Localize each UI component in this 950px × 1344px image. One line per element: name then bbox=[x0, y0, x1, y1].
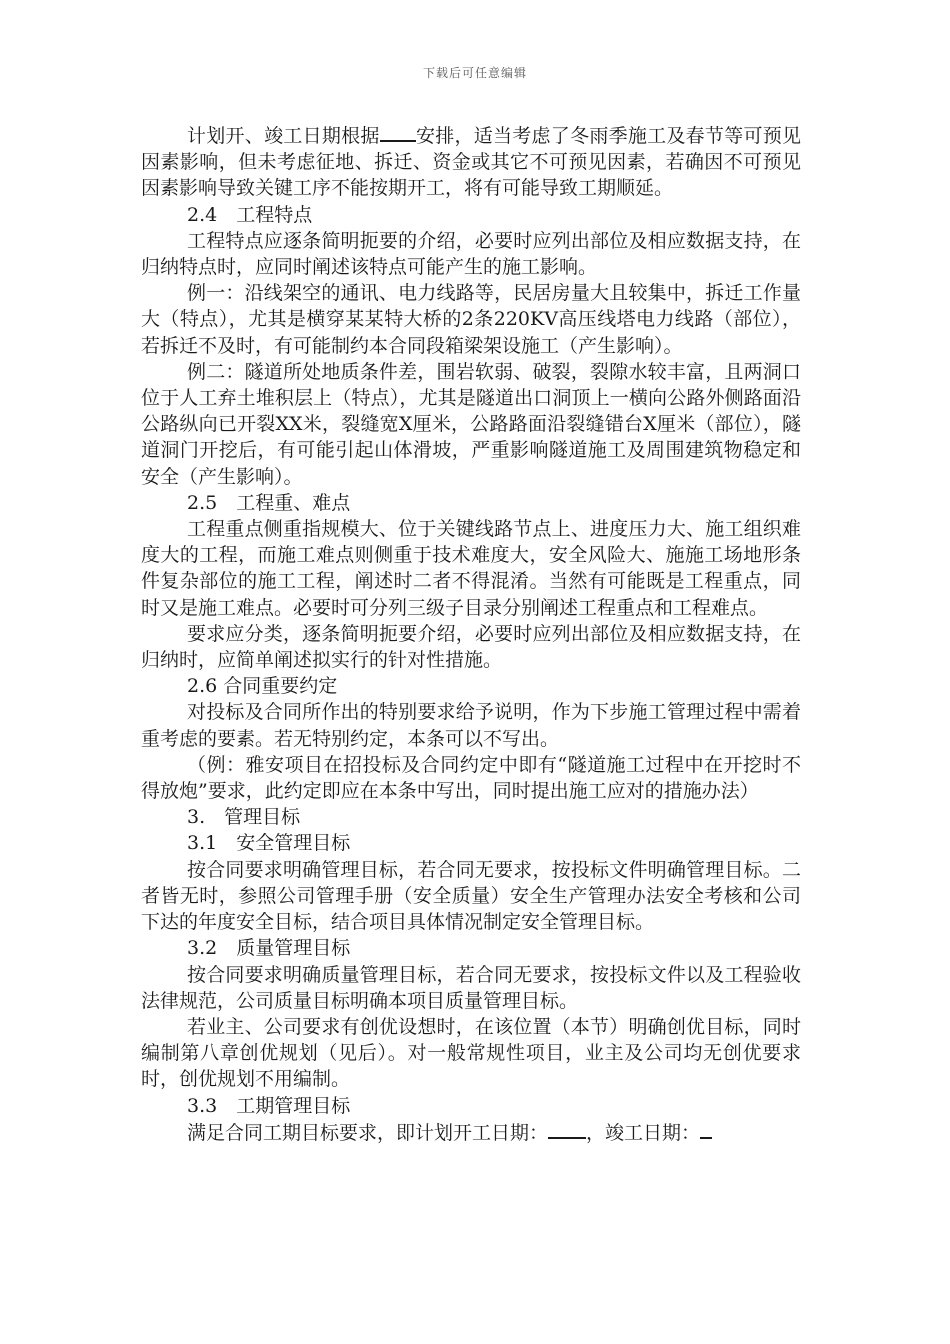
heading-2-4: 2.4 工程特点 bbox=[187, 203, 313, 226]
paragraph-example-2: 例二：隧道所处地质条件差，围岩软弱、破裂，裂隙水较丰富，且两洞口位于人工弃土堆积层上（特点），尤其是隧道出口洞顶上一横向公路外侧路面沿公路纵向已开裂XX米，裂缝宽X厘米，公路路面沿裂缝错台X厘米（部位），隧道洞门开挖后，有可能引起山体滑坡，严重影响隧道施工及周围建筑物稳定和安全（产生影响）。 bbox=[141, 360, 801, 488]
paragraph-excellence: 若业主、公司要求有创优设想时，在该位置（本节）明确创优目标，同时编制第八章创优规划（见后）。对一般常规性项目，业主及公司均无创优要求时，创优规划不用编制。 bbox=[141, 1015, 801, 1091]
fill-blank bbox=[548, 1119, 586, 1139]
fill-blank bbox=[380, 122, 416, 142]
paragraph-requirements: 要求应分类，逐条简明扼要介绍，必要时应列出部位及相应数据支持，在归纳时，应简单阐述拟实行的针对性措施。 bbox=[141, 622, 801, 672]
text-duration-end: ，竣工日期： bbox=[586, 1121, 701, 1144]
heading-3-3: 3.3 工期管理目标 bbox=[187, 1094, 351, 1117]
heading-2-6: 2.6 合同重要约定 bbox=[187, 675, 338, 698]
text-duration-start: 满足合同工期目标要求，即计划开工日期： bbox=[187, 1121, 549, 1144]
page-header: 下载后可任意编辑 bbox=[422, 66, 527, 80]
paragraph-contract: 对投标及合同所作出的特别要求给予说明，作为下步施工管理过程中需着重考虑的要素。若无特别约定，本条可以不写出。 bbox=[141, 701, 801, 750]
paragraph-duration bbox=[141, 1119, 801, 1146]
paragraph-quality: 按合同要求明确质量管理目标，若合同无要求，按投标文件以及工程验收法律规范，公司质量目标明确本项目质量管理目标。 bbox=[141, 963, 801, 1012]
document-body bbox=[141, 122, 801, 1146]
text-schedule-start: 计划开、竣工日期根据 bbox=[187, 125, 380, 147]
fill-blank bbox=[700, 1119, 712, 1139]
paragraph-features: 工程特点应逐条简明扼要的介绍，必要时应列出部位及相应数据支持，在归纳特点时，应同时阐述该特点可能产生的施工影响。 bbox=[141, 229, 801, 279]
heading-3-1: 3.1 安全管理目标 bbox=[187, 832, 351, 855]
paragraph-example-1: 例一：沿线架空的通讯、电力线路等，民居房量大且较集中，拆迁工作量大（特点），尤其是横穿某某特大桥的2条220KV高压线塔电力线路（部位），若拆迁不及时，有可能制约本合同段箱梁架设施工（产生影响）。 bbox=[141, 282, 801, 357]
heading-3-2: 3.2 质量管理目标 bbox=[187, 937, 351, 960]
heading-3: 3. 管理目标 bbox=[187, 806, 301, 829]
paragraph-key-points: 工程重点侧重指规模大、位于关键线路节点上、进度压力大、施工组织难度大的工程，而施工难点则侧重于技术难度大，安全风险大、施施工场地形条件复杂部位的施工工程，阐述时二者不得混淆。当然有可能既是工程重点，同时又是施工难点。必要时可分列三级子目录分别阐述工程重点和工程难点。 bbox=[141, 518, 801, 619]
paragraph-contract-example: （例：雅安项目在招投标及合同约定中即有“隧道施工过程中在开挖时不得放炮”要求，此约定即应在本条中写出，同时提出施工应对的措施办法） bbox=[141, 753, 801, 803]
paragraph-safety: 按合同要求明确管理目标，若合同无要求，按投标文件明确管理目标。二者皆无时，参照公司管理手册（安全质量）安全生产管理办法安全考核和公司下达的年度安全目标，结合项目具体情况制定安全管理目标。 bbox=[141, 858, 801, 934]
text-schedule-rest: 安排，适当考虑了冬雨季施工及春节等可预见因素影响，但未考虑征地、拆迁、资金或其它不可预见因素，若确因不可预见因素影响导致关键工序不能按期开工，将有可能导致工期顺延。 bbox=[141, 125, 801, 200]
heading-2-5: 2.5 工程重、难点 bbox=[187, 491, 351, 514]
paragraph-schedule bbox=[141, 122, 801, 202]
